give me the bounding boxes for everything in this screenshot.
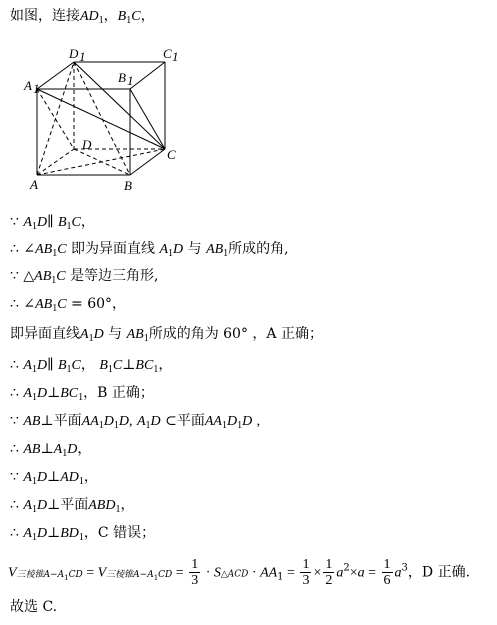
step-1: ∵ $A_1D\parallel$ $B_1C$， <box>10 214 95 232</box>
svg-text:1: 1 <box>79 49 86 64</box>
step-6: ∴ $A_1D\parallel$ $B_1C$， $B_1C\perp BC_1$， <box>10 357 173 375</box>
edge-A1D1 <box>37 62 74 89</box>
step-9: ∴ $AB\perp A_1D$， <box>10 441 92 459</box>
intro-text: 如图，连接 <box>10 8 80 24</box>
volume-formula: V三棱锥$A-A_1CD = V$三棱锥$A-A_1CD$ = $\frac{1}{3}$ · S△ACD · $AA_1$ = $\frac{1}{3}$ × $\frac{1}{2}$ $a^2\times a$ = $\frac{1}{6}$ $a^3$，D 正确. <box>8 557 471 588</box>
svg-text:1: 1 <box>33 81 40 96</box>
step-8: ∵ AB⊥平面$AA_1D_1D$, $A_1D$ ⊂平面$AA_1D_1D$ , <box>10 413 261 431</box>
edge-B1C1 <box>130 62 165 89</box>
step-3: ∵ $\triangle AB_1C$ 是等边三角形, <box>10 268 159 286</box>
segment-AD1-hidden <box>37 62 74 175</box>
cube-figure <box>20 42 190 197</box>
label-D1: D <box>69 46 79 61</box>
step-4: ∴ $\angle AB_1C = 60^\circ$， <box>10 296 127 314</box>
step-12: ∴ $A_1D\perp BD_1$，C 错误； <box>10 525 156 543</box>
svg-text:1: 1 <box>127 73 134 88</box>
label-C1: C <box>163 46 172 61</box>
step-11: ∴ $A_1D\perp$平面$ABD_1$， <box>10 497 135 515</box>
label-D: D <box>82 137 92 152</box>
edge-AD-hidden <box>37 149 74 175</box>
answer-line: 故选 C. <box>10 599 58 615</box>
step-7: ∴ $A_1D\perp BC_1$，B 正确； <box>10 385 154 403</box>
intro-line: 如图，连接$AD_1$，$B_1C$， <box>10 8 155 26</box>
label-C: C <box>167 147 176 162</box>
label-A1: A <box>24 78 32 93</box>
label-B: B <box>124 178 132 193</box>
label-B1: B <box>118 70 126 85</box>
segment-A1C <box>37 89 165 149</box>
step-5: 即异面直线$A_1D$ 与 $AB_1$所成的角为 60° ，A 正确； <box>10 326 323 344</box>
step-10: ∵ $A_1D\perp AD_1$， <box>10 469 98 487</box>
segment-AD1: $AD_1$ <box>80 9 104 26</box>
label-A: A <box>30 177 38 192</box>
segment-B1C: $B_1C$ <box>117 9 141 26</box>
segment-B1C-line <box>130 89 165 149</box>
svg-text:1: 1 <box>172 49 179 64</box>
step-2: ∴ $\angle AB_1C$ 即为异面直线 $A_1D$ 与 $AB_1$所成的角, <box>10 241 289 259</box>
